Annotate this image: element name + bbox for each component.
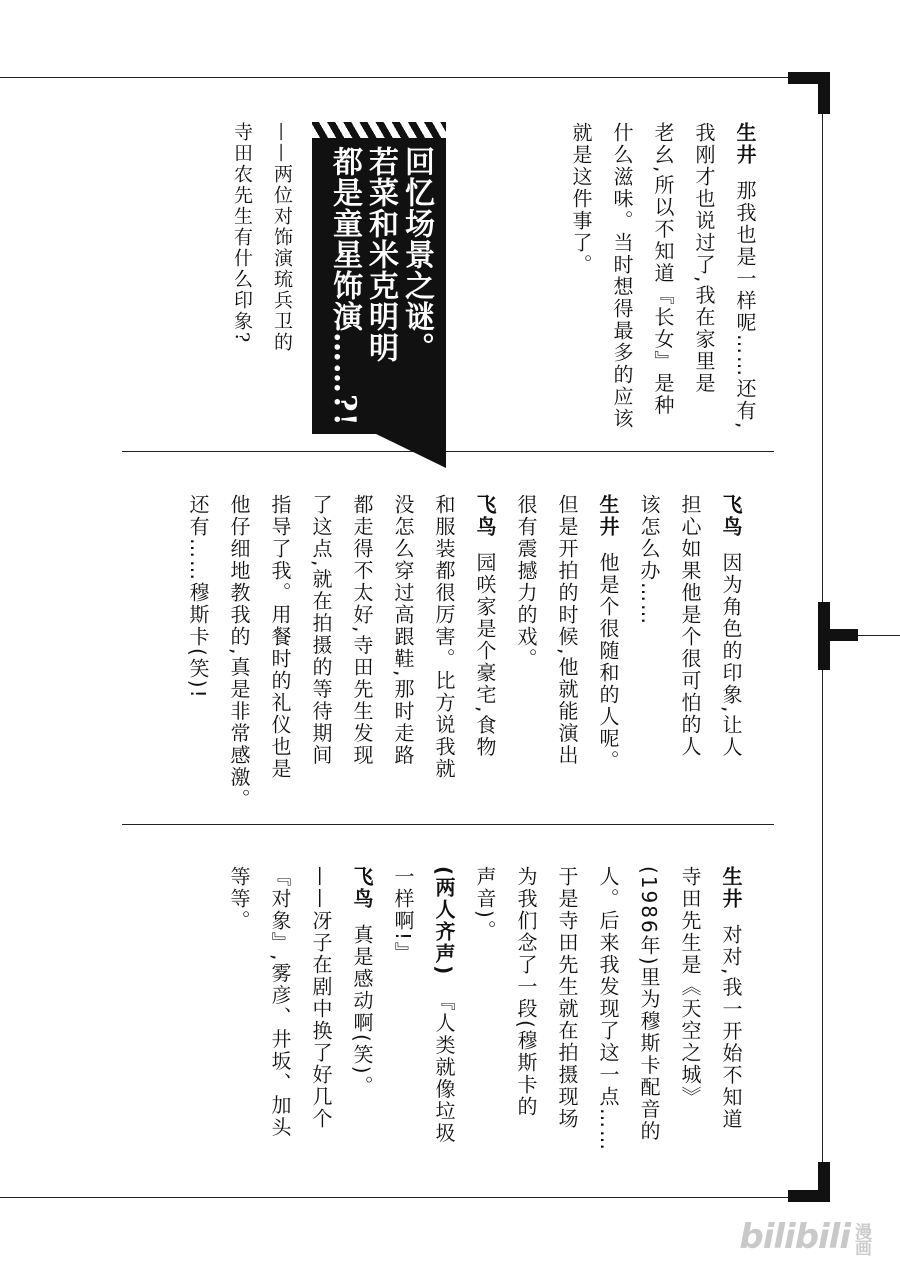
question-line-2: 寺田农先生有什么印象? bbox=[231, 122, 253, 345]
interviewer-question bbox=[222, 122, 302, 353]
logo-main-text: bilibili bbox=[739, 1217, 850, 1257]
dialogue-line: 寺田先生是《天空之城》 bbox=[678, 866, 702, 1108]
dialogue-line: 老幺,所以不知道『长女』是种 bbox=[651, 122, 675, 417]
dialogue-line: 还有……穆斯卡(笑)! bbox=[186, 494, 210, 700]
dialogue-line: 一样啊!』 bbox=[391, 866, 415, 965]
dialogue-line: 飞鸟因为角色的印象,让人 bbox=[719, 494, 743, 759]
dialogue-line: 了这点,就在拍摄的等待期间 bbox=[309, 494, 333, 767]
dialogue-line: 声音)。 bbox=[473, 866, 497, 942]
divider-2 bbox=[122, 824, 774, 825]
dialogue-line: 人。后来我发现了这一点…… bbox=[596, 866, 620, 1152]
dialogue-line: 等等。 bbox=[227, 866, 251, 932]
dialogue-line: 就是这件事了。 bbox=[569, 122, 593, 276]
dialogue-line: 生井那我也是一样呢……还有, bbox=[733, 122, 757, 431]
dialogue-line: 生井对对,我一开始不知道 bbox=[719, 866, 743, 1131]
divider-1 bbox=[122, 451, 774, 452]
dialogue-line: 生井他是个很随和的人呢。 bbox=[596, 494, 620, 772]
top-rule bbox=[0, 77, 790, 78]
dialogue-line: 很有震撼力的戏。 bbox=[514, 494, 538, 670]
dialogue-line: 没怎么穿过高跟鞋,那时走路 bbox=[391, 494, 415, 767]
dialogue-block-1 bbox=[560, 122, 765, 430]
dialogue-line: 都走得不太好,寺田先生发现 bbox=[350, 494, 374, 767]
dialogue-block-3 bbox=[218, 866, 751, 1152]
dialogue-line: 飞鸟园咲家是个豪宅,食物 bbox=[473, 494, 497, 759]
question-line-1: ——两位对饰演琉兵卫的 bbox=[271, 122, 293, 353]
headline-text bbox=[326, 146, 434, 427]
dialogue-line: 为我们念了一段(穆斯卡的 bbox=[514, 866, 538, 1118]
dialogue-line: 我刚才也说过了,我在家里是 bbox=[692, 122, 716, 395]
dialogue-line: 担心如果他是个很可怕的人 bbox=[678, 494, 702, 758]
dialogue-line: 但是开拍的时候,他就能演出 bbox=[555, 494, 579, 767]
dialogue-line: 飞鸟真是感动啊(笑)。 bbox=[350, 866, 374, 1098]
headline-line-2: 若菜和米克明明 bbox=[363, 146, 398, 363]
headline-line-1: 回忆场景之谜。 bbox=[399, 146, 434, 363]
speaker-name: 飞鸟 bbox=[350, 866, 374, 910]
dialogue-line: 他仔细地教我的,真是非常感激。 bbox=[227, 494, 251, 811]
speaker-name: (两人齐声) bbox=[432, 866, 456, 977]
headline-stripes bbox=[312, 122, 446, 138]
bilibili-logo bbox=[739, 1217, 870, 1257]
dialogue-line: 该怎么办…… bbox=[637, 494, 661, 626]
dialogue-block-2 bbox=[177, 494, 751, 810]
headline-line-3: 都是童星饰演……?! bbox=[327, 146, 362, 427]
dialogue-line: 『对象』,雾彦、井坂、加头 bbox=[268, 866, 292, 1139]
speaker-name: 生井 bbox=[596, 494, 620, 538]
dialogue-line: ——冴子在剧中换了好几个 bbox=[309, 866, 333, 1130]
speaker-name: 生井 bbox=[719, 866, 743, 910]
dialogue-line: 和服装都很厉害。比方说我就 bbox=[432, 494, 456, 780]
speaker-name: 生井 bbox=[733, 122, 757, 166]
speaker-name: 飞鸟 bbox=[473, 494, 497, 538]
logo-sub-text: 漫画 bbox=[851, 1222, 871, 1255]
dialogue-line: (两人齐声)『人类就像垃圾 bbox=[432, 866, 456, 1145]
dialogue-line: 什么滋味。当时想得最多的应该 bbox=[610, 122, 634, 430]
corner-bracket-top-side bbox=[818, 72, 830, 114]
corner-bracket-bottom-side bbox=[818, 1162, 830, 1202]
speaker-name: 飞鸟 bbox=[719, 494, 743, 538]
dialogue-line: 指导了我。用餐时的礼仪也是 bbox=[268, 494, 292, 780]
dialogue-line: (1986年)里为穆斯卡配音的 bbox=[637, 866, 661, 1143]
mid-bracket-tick bbox=[818, 629, 858, 641]
dialogue-line: 于是寺田先生就在拍摄现场 bbox=[555, 866, 579, 1130]
bottom-rule bbox=[0, 1197, 790, 1198]
headline-box bbox=[312, 122, 446, 434]
headline-tail bbox=[376, 434, 446, 468]
